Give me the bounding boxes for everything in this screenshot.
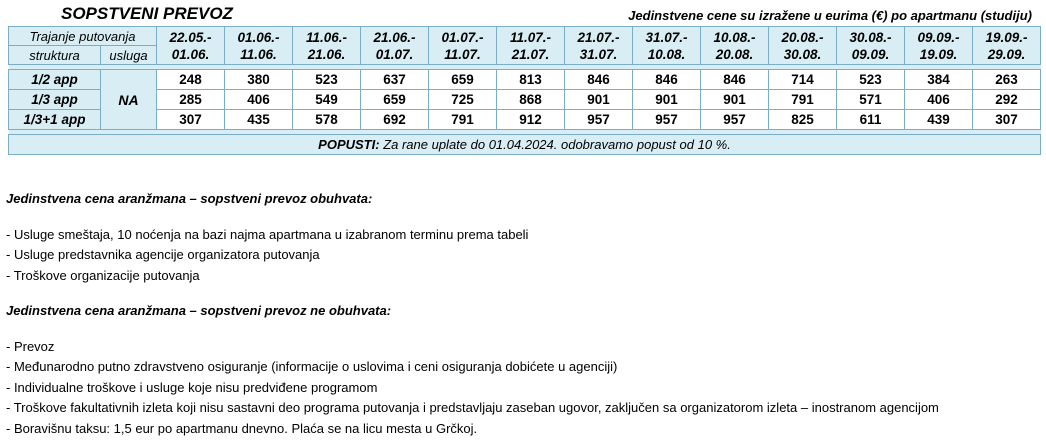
price-cell: 380	[225, 70, 293, 90]
title-row	[0, 0, 1046, 26]
price-cell: 659	[361, 90, 429, 110]
duration-label: Trajanje putovanja	[9, 27, 157, 46]
price-cell: 307	[973, 110, 1041, 130]
period-to: 29.09.	[987, 46, 1026, 62]
period-from: 10.08.-	[713, 29, 756, 45]
period-to: 19.09.	[919, 46, 958, 62]
includes-item: - Usluge smeštaja, 10 noćenja na bazi najma apartmana u izabranom terminu prema tabeli	[6, 226, 529, 242]
price-cell: 957	[633, 110, 701, 130]
price-cell: 571	[837, 90, 905, 110]
price-cell: 957	[701, 110, 769, 130]
price-cell: 846	[565, 70, 633, 90]
excludes-item: - Boravišnu taksu: 1,5 eur po apartmanu dnevno. Plaća se na licu mesta u Grčkoj.	[6, 420, 478, 436]
excludes-list	[6, 337, 1036, 440]
period-header	[293, 27, 361, 65]
discount-row	[9, 135, 1041, 155]
period-from: 31.07.-	[645, 29, 688, 45]
period-header	[905, 27, 973, 65]
price-cell: 714	[769, 70, 837, 90]
period-to: 01.07.	[375, 46, 414, 62]
room-type-label: 1/2 app	[9, 70, 101, 90]
period-from: 20.08.-	[781, 29, 824, 45]
price-cell: 957	[565, 110, 633, 130]
excludes-item: - Međunarodno putno zdravstveno osiguranje (informacije o uslovima i ceni osiguranja dobićete u agenciji)	[6, 359, 618, 374]
price-cell: 791	[429, 110, 497, 130]
page-title: SOPSTVENI PREVOZ	[61, 4, 233, 23]
excludes-item: - Individualne troškove i usluge koje nisu predviđene programom	[6, 379, 378, 395]
price-cell: 292	[973, 90, 1041, 110]
discount-text: Za rane uplate do 01.04.2024. odobravamo popust od 10 %.	[383, 137, 731, 152]
service-value: NA	[101, 70, 157, 130]
conditions-text	[6, 189, 1036, 439]
price-cell: 725	[429, 90, 497, 110]
price-cell: 901	[565, 90, 633, 110]
table-row	[9, 110, 1041, 130]
period-header	[769, 27, 837, 65]
price-cell: 868	[497, 90, 565, 110]
price-cell: 439	[905, 110, 973, 130]
period-from: 09.09.-	[917, 29, 960, 45]
includes-item: - Troškove organizacije putovanja	[6, 267, 200, 283]
price-cell: 846	[701, 70, 769, 90]
price-cell: 435	[225, 110, 293, 130]
period-header	[633, 27, 701, 65]
price-cell: 549	[293, 90, 361, 110]
discount-cell	[9, 135, 1041, 155]
period-header	[701, 27, 769, 65]
price-cell: 523	[837, 70, 905, 90]
price-cell: 825	[769, 110, 837, 130]
price-note: Jedinstvene cene su izražene u eurima (€) po apartmanu (studiju)	[628, 8, 1032, 23]
price-cell: 901	[633, 90, 701, 110]
structure-label: struktura	[9, 46, 101, 65]
price-cell: 659	[429, 70, 497, 90]
period-header	[225, 27, 293, 65]
service-label: usluga	[101, 46, 157, 65]
period-to: 09.09.	[851, 46, 890, 62]
excludes-item: - Prevoz	[6, 338, 55, 354]
excludes-item: - Troškove fakultativnih izleta koji nisu sastavni deo programa putovanja i predstavljaju zaseban ugovor, zaključen sa organizatorom izleta – inostranom agencijom	[6, 400, 939, 415]
period-header	[565, 27, 633, 65]
price-cell: 285	[157, 90, 225, 110]
period-to: 21.07.	[511, 46, 550, 62]
price-cell: 692	[361, 110, 429, 130]
period-from: 01.06.-	[237, 29, 280, 45]
price-cell: 523	[293, 70, 361, 90]
period-header	[973, 27, 1041, 65]
price-cell: 901	[701, 90, 769, 110]
table-row	[9, 70, 1041, 90]
includes-heading: Jedinstvena cena aranžmana – sopstveni prevoz obuhvata:	[6, 191, 373, 206]
discount-label: POPUSTI:	[318, 137, 380, 152]
period-to: 20.08.	[715, 46, 754, 62]
price-table	[8, 26, 1041, 155]
period-from: 19.09.-	[985, 29, 1028, 45]
includes-list	[6, 225, 1036, 287]
price-cell: 846	[633, 70, 701, 90]
period-from: 01.07.-	[441, 29, 484, 45]
period-from: 21.07.-	[577, 29, 620, 45]
period-to: 30.08.	[783, 46, 822, 62]
price-cell: 611	[837, 110, 905, 130]
period-to: 11.07.	[444, 46, 481, 62]
price-cell: 813	[497, 70, 565, 90]
period-to: 21.06.	[307, 46, 346, 62]
includes-item: - Usluge predstavnika agencije organizatora putovanja	[6, 247, 320, 262]
price-cell: 307	[157, 110, 225, 130]
period-header	[429, 27, 497, 65]
price-cell: 637	[361, 70, 429, 90]
excludes-heading: Jedinstvena cena aranžmana – sopstveni prevoz ne obuhvata:	[6, 303, 392, 318]
price-cell: 578	[293, 110, 361, 130]
period-to: 10.08.	[647, 46, 686, 62]
period-to: 01.06.	[171, 46, 210, 62]
room-type-label: 1/3 app	[9, 90, 101, 110]
table-header-row	[9, 27, 1041, 46]
period-from: 30.08.-	[849, 29, 892, 45]
price-cell: 406	[905, 90, 973, 110]
period-from: 22.05.-	[169, 29, 212, 45]
period-header	[837, 27, 905, 65]
price-cell: 384	[905, 70, 973, 90]
period-header	[157, 27, 225, 65]
period-from: 21.06.-	[373, 29, 416, 45]
price-cell: 248	[157, 70, 225, 90]
period-to: 11.06.	[240, 46, 277, 62]
price-cell: 791	[769, 90, 837, 110]
period-header	[361, 27, 429, 65]
period-to: 31.07.	[579, 46, 618, 62]
period-from: 11.07.-	[509, 29, 552, 45]
table-row	[9, 90, 1041, 110]
price-cell: 406	[225, 90, 293, 110]
period-header	[497, 27, 565, 65]
period-from: 11.06.-	[305, 29, 348, 45]
price-cell: 263	[973, 70, 1041, 90]
room-type-label: 1/3+1 app	[9, 110, 101, 130]
price-cell: 912	[497, 110, 565, 130]
